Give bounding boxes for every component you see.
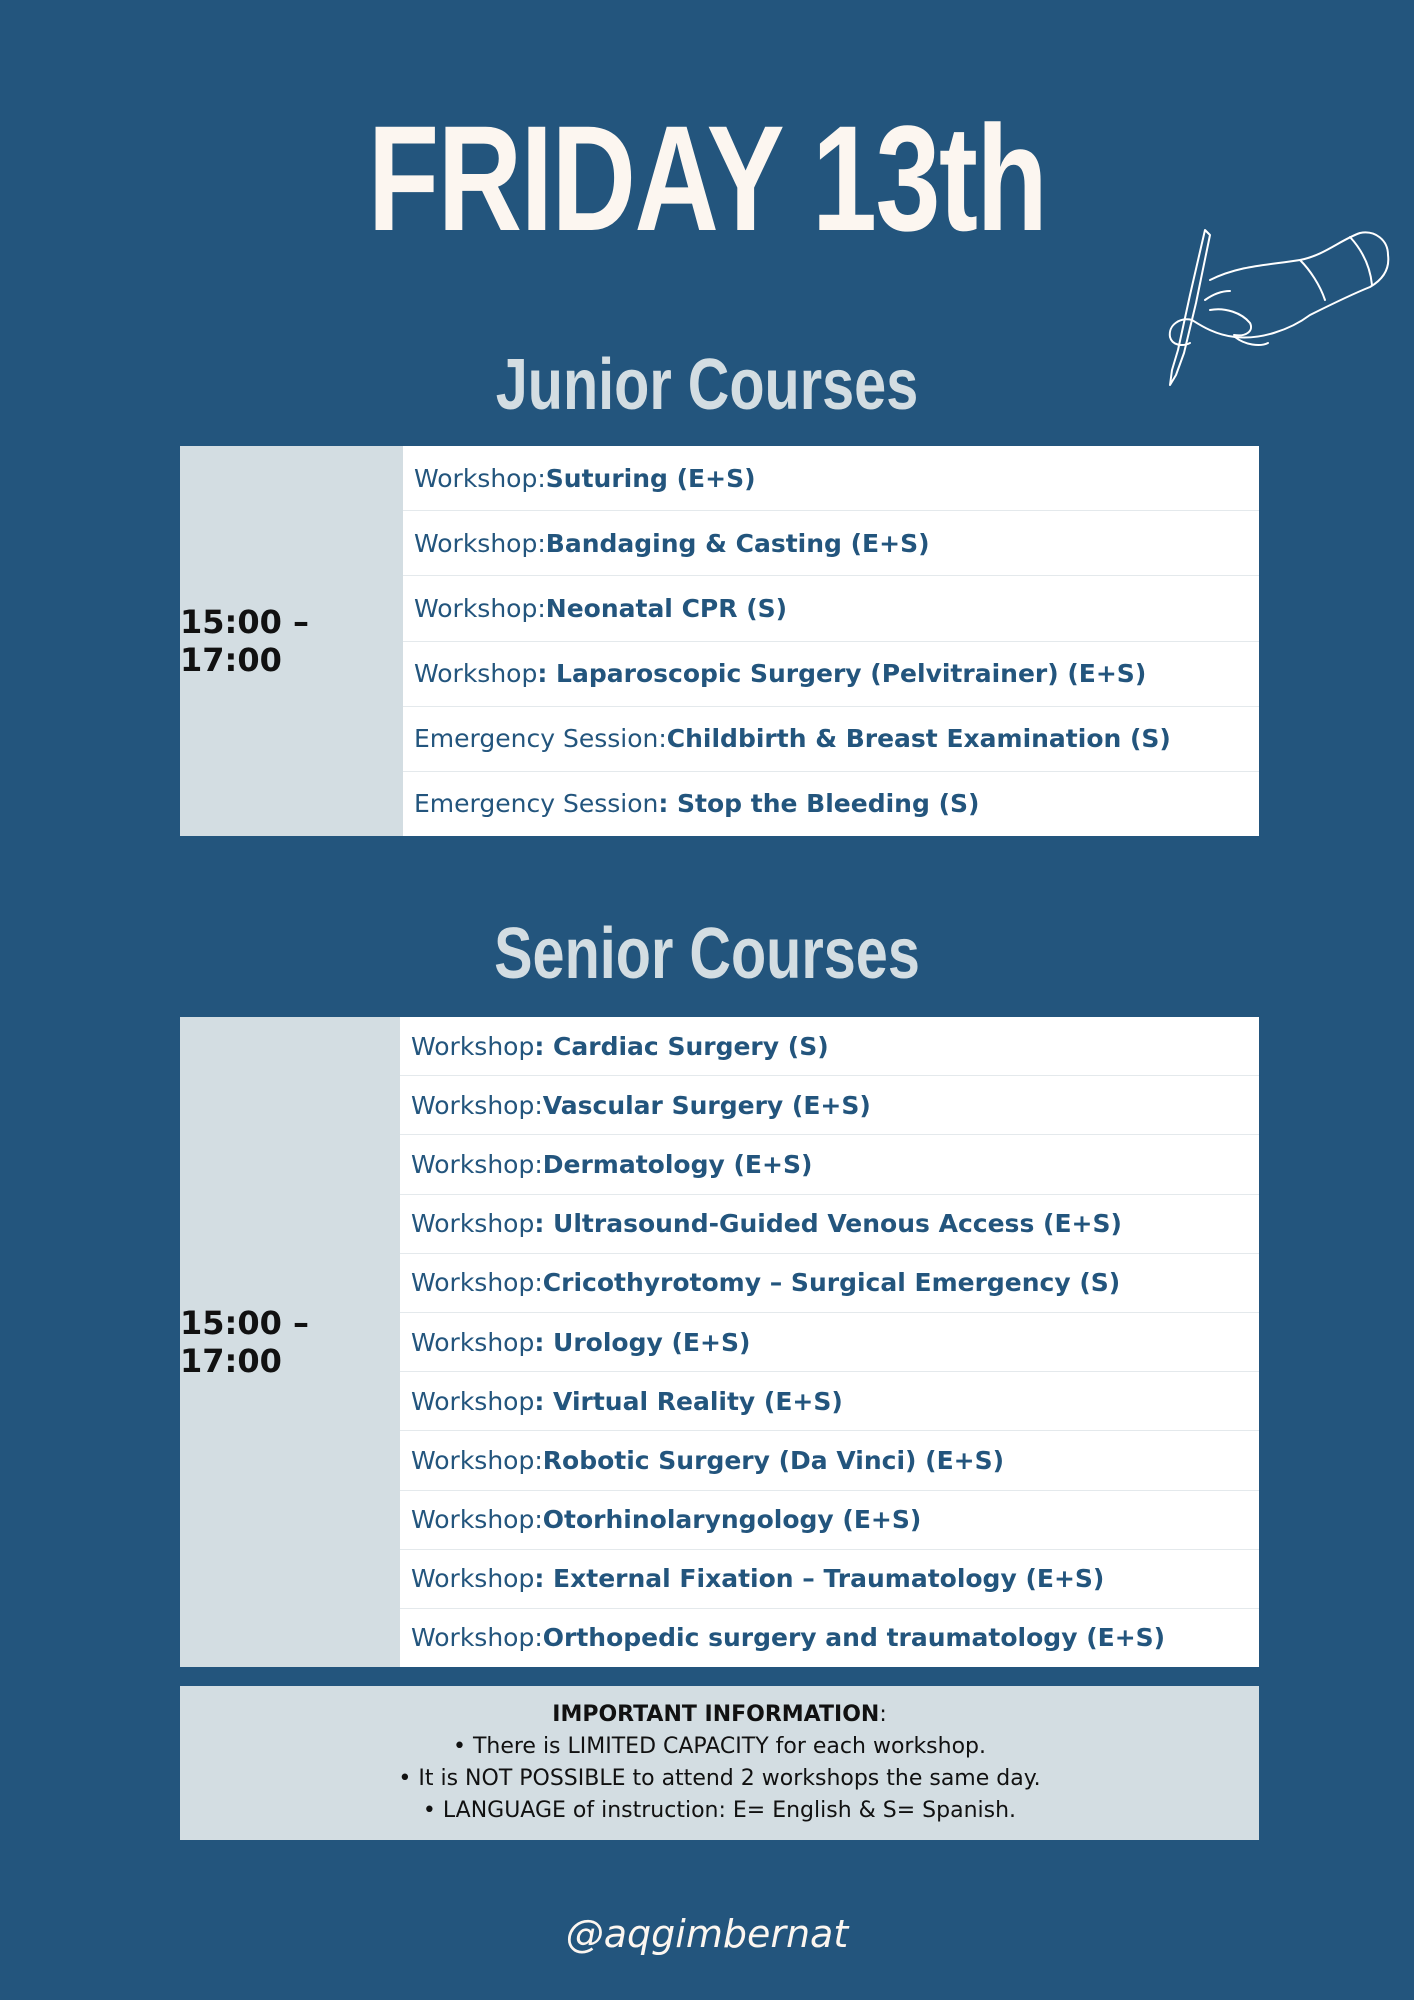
senior-courses-heading: Senior Courses	[494, 914, 920, 994]
junior-course-item[interactable]: Workshop: Bandaging & Casting (E+S)	[403, 511, 1259, 576]
social-handle[interactable]: @aqgimbernat	[565, 1912, 849, 1956]
info-heading-colon: :	[879, 1702, 887, 1727]
senior-courses-table	[180, 1017, 1259, 1667]
info-line: • There is LIMITED CAPACITY for each workshop.	[452, 1734, 987, 1759]
important-information-box	[180, 1686, 1259, 1840]
senior-course-item[interactable]: Workshop: Orthopedic surgery and traumatology (E+S)	[411, 1623, 1166, 1653]
junior-course-item[interactable]: Emergency Session: Childbirth & Breast Examination (S)	[403, 707, 1259, 772]
senior-course-item[interactable]: Workshop: Dermatology (E+S)	[400, 1135, 1259, 1194]
junior-course-item[interactable]: Workshop: Neonatal CPR (S)	[403, 576, 1259, 641]
junior-course-item[interactable]: Workshop : Laparoscopic Surgery (Pelvitrainer) (E+S)	[403, 642, 1259, 707]
senior-course-item[interactable]: Workshop : Urology (E+S)	[400, 1313, 1259, 1372]
info-heading-line	[180, 1699, 1259, 1731]
senior-course-item[interactable]: Workshop : External Fixation – Traumatology (E+S)	[400, 1550, 1259, 1609]
senior-time-slot: 15:00 – 17:00	[180, 1017, 400, 1667]
info-line: • LANGUAGE of instruction: E= English & S= Spanish.	[422, 1798, 1017, 1823]
junior-courses-table	[180, 446, 1259, 836]
senior-course-item[interactable]: Workshop: Vascular Surgery (E+S)	[400, 1076, 1259, 1135]
info-line: • It is NOT POSSIBLE to attend 2 workshops the same day.	[398, 1766, 1041, 1791]
info-heading: IMPORTANT INFORMATION	[552, 1702, 880, 1727]
senior-course-item[interactable]: Workshop: Cricothyrotomy – Surgical Emergency (S)	[400, 1254, 1259, 1313]
senior-course-item[interactable]: Workshop : Ultrasound-Guided Venous Access (E+S)	[400, 1195, 1259, 1254]
senior-course-item[interactable]: Workshop: Robotic Surgery (Da Vinci) (E+S)	[400, 1431, 1259, 1490]
senior-course-item[interactable]: Workshop: Otorhinolaryngology (E+S)	[400, 1491, 1259, 1550]
junior-course-item[interactable]: Emergency Session : Stop the Bleeding (S)	[414, 789, 980, 819]
senior-course-item[interactable]: Workshop : Virtual Reality (E+S)	[400, 1372, 1259, 1431]
junior-courses-heading: Junior Courses	[495, 345, 919, 425]
junior-course-item[interactable]: Workshop: Suturing (E+S)	[403, 446, 1259, 511]
page-title: FRIDAY 13th	[367, 94, 1047, 262]
junior-course-list	[403, 446, 1259, 836]
junior-time-slot: 15:00 – 17:00	[180, 446, 403, 836]
senior-course-item[interactable]: Workshop : Cardiac Surgery (S)	[400, 1017, 1259, 1076]
senior-course-list	[400, 1017, 1259, 1667]
